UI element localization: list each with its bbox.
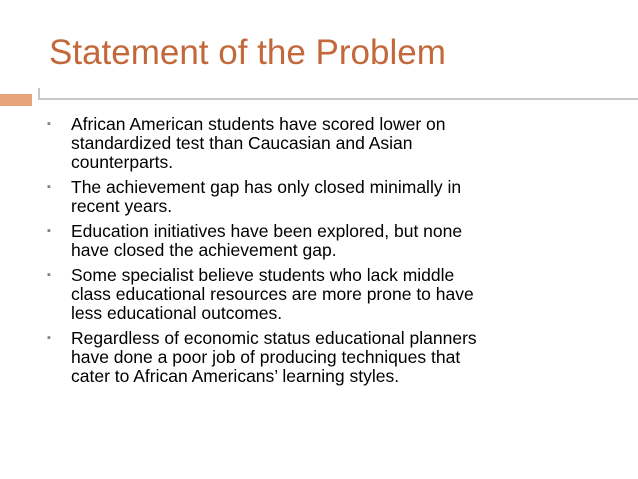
bullet-item bbox=[47, 115, 607, 172]
bullet-line: Some specialist believe students who lack middle bbox=[71, 265, 455, 285]
bullet-item bbox=[47, 329, 607, 386]
bullet-line: cater to African Americans’ learning styles. bbox=[71, 366, 400, 386]
bullet-icon: ▪ bbox=[47, 332, 51, 344]
bullet-line: have closed the achievement gap. bbox=[71, 240, 337, 260]
bullet-item bbox=[47, 222, 607, 260]
bullet-item bbox=[47, 266, 607, 323]
bullet-line: counterparts. bbox=[71, 152, 174, 172]
title-divider bbox=[38, 98, 638, 100]
bullet-icon: ▪ bbox=[47, 269, 51, 281]
bullet-line: standardized test than Caucasian and Asian bbox=[71, 133, 413, 153]
bullet-line: have done a poor job of producing techniques that bbox=[71, 347, 461, 367]
slide-title: Statement of the Problem bbox=[49, 33, 446, 72]
accent-bar bbox=[0, 94, 32, 106]
bullet-line: Regardless of economic status educational planners bbox=[71, 328, 477, 348]
bullet-list bbox=[47, 115, 607, 392]
bullet-line: recent years. bbox=[71, 196, 173, 216]
bullet-line: class educational resources are more prone to have bbox=[71, 284, 474, 304]
bullet-line: less educational outcomes. bbox=[71, 303, 283, 323]
bullet-icon: ▪ bbox=[47, 181, 51, 193]
bullet-icon: ▪ bbox=[47, 225, 51, 237]
bullet-icon: ▪ bbox=[47, 118, 51, 130]
bullet-line: African American students have scored lower on bbox=[71, 114, 446, 134]
bullet-item bbox=[47, 178, 607, 216]
bullet-line: The achievement gap has only closed minimally in bbox=[71, 177, 462, 197]
bullet-line: Education initiatives have been explored, but none bbox=[71, 221, 463, 241]
